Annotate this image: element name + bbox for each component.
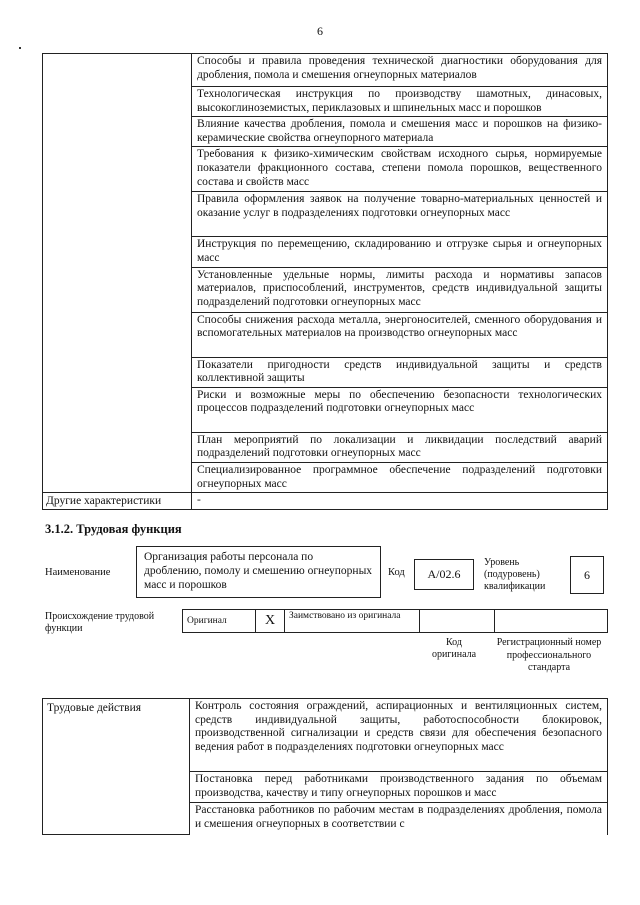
function-name-box: Организация работы персонала по дроблению, помолу и смешению огнеупорных масс и порошков: [136, 546, 381, 598]
borrowed-label: Заимствовано из оригинала: [285, 610, 420, 633]
knowledge-row: Показатели пригодности средств индивидуальной защиты и средств коллективной защиты: [192, 357, 608, 387]
knowledge-row: Установленные удельные нормы, лимиты расхода и нормативы запасов материалов, приспособлений, инструментов, средств индивидуальной защиты подразделений подготовки огнеупорных масс: [192, 267, 608, 312]
labor-actions-table: [42, 698, 608, 835]
other-characteristics-value: -: [192, 493, 608, 510]
code-label: Код: [388, 567, 405, 578]
knowledge-row: Способы и правила проведения технической диагностики оборудования для дробления, помола и смешения огнеупорных материалов: [192, 54, 608, 87]
knowledge-row: Риски и возможные меры по обеспечению безопасности технологических процессов подразделений подготовки огнеупорных масс: [192, 387, 608, 432]
level-label: Уровень (подуровень) квалификации: [484, 557, 546, 592]
section-title: 3.1.2. Трудовая функция: [45, 522, 182, 536]
knowledge-row: План мероприятий по локализации и ликвидации последствий аварий подразделений подготовки огнеупорных масс: [192, 432, 608, 462]
other-characteristics-label: Другие характеристики: [43, 493, 192, 510]
knowledge-table: [42, 53, 608, 510]
labor-action-row: Контроль состояния ограждений, аспирационных и вентиляционных систем, средств индивидуальной защиты, работоспособности блокировок, производственной сигнализации и средств связи для обеспечения безопасного ведения работ в подразделениях подготовки огнеупорных масс: [190, 699, 608, 772]
name-label: Наименование: [45, 567, 111, 578]
knowledge-row: Инструкция по перемещению, складированию и отгрузке сырья и огнеупорных масс: [192, 237, 608, 267]
origin-label: Происхождение трудовой функции: [45, 611, 155, 634]
knowledge-row: Способы снижения расхода металла, энергоносителей, сменного оборудования и вспомогательных материалов на производство огнеупорных масс: [192, 312, 608, 357]
function-code-box: A/02.6: [414, 559, 474, 590]
margin-mark: [19, 47, 21, 49]
page-number: 6: [317, 24, 323, 38]
knowledge-row: Влияние качества дробления, помола и смешения масс и порошков на физико-керамические свойства огнеупорного материала: [192, 117, 608, 147]
origin-table: [182, 609, 608, 633]
labor-action-row: Постановка перед работниками производственного задания по объемам производства, качеству и типу огнеупорных порошков и масс: [190, 772, 608, 803]
knowledge-row: Правила оформления заявок на получение товарно-материальных ценностей и оказание услуг в подразделениях подготовки огнеупорных масс: [192, 192, 608, 237]
knowledge-row: Специализированное программное обеспечение подразделений подготовки огнеупорных масс: [192, 462, 608, 492]
knowledge-left-cell: [43, 54, 192, 493]
reg-number-label: Регистрационный номер профессионального стандарта: [496, 637, 602, 673]
labor-action-row: Расстановка работников по рабочим местам в подразделениях дробления, помола и смешения огнеупорных в соответствии с: [190, 803, 608, 835]
origin-reg-cell: [495, 610, 608, 633]
original-mark: X: [256, 610, 285, 633]
knowledge-row: Технологическая инструкция по производству шамотных, динасовых, высокоглиноземистых, периклазовых и шпинельных масс и порошков: [192, 87, 608, 117]
code-original-label: Код оригинала: [431, 637, 477, 660]
qualification-level-box: 6: [570, 556, 604, 594]
original-label: Оригинал: [183, 610, 256, 633]
origin-code-cell: [420, 610, 495, 633]
labor-actions-label: Трудовые действия: [43, 699, 190, 835]
knowledge-row: Требования к физико-химическим свойствам исходного сырья, нормируемые показатели фракционного состава, степени помола порошков, вещественного состава и свойств масс: [192, 147, 608, 192]
